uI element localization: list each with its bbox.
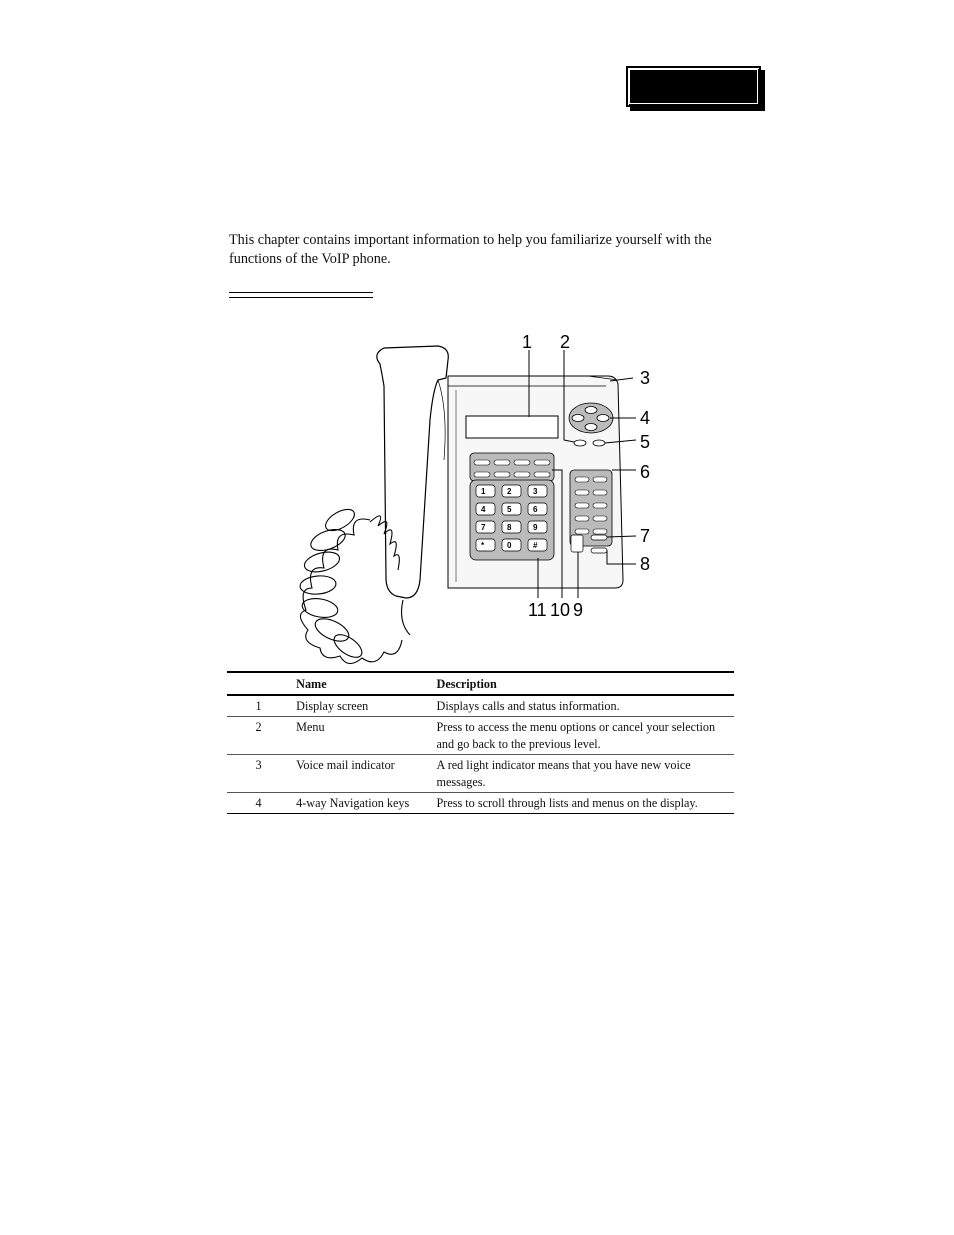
parts-table <box>227 671 734 814</box>
row-description: Displays calls and status information. <box>437 695 734 717</box>
row-name: 4-way Navigation keys <box>296 793 436 814</box>
callout-9: 9 <box>573 600 584 620</box>
row-number: 2 <box>227 717 296 755</box>
callout-5: 5 <box>640 432 651 452</box>
header-number <box>227 672 296 695</box>
header-name: Name <box>296 672 436 695</box>
key-7: 7 <box>481 523 486 532</box>
phone-diagram <box>288 330 668 670</box>
row-number: 4 <box>227 793 296 814</box>
callout-3: 3 <box>640 368 651 388</box>
callout-11: 11 <box>528 600 547 620</box>
row-number: 1 <box>227 695 296 717</box>
row-number: 3 <box>227 755 296 793</box>
key-star: * <box>481 541 485 550</box>
key-1: 1 <box>481 487 486 496</box>
callout-2: 2 <box>560 332 571 352</box>
row-name: Menu <box>296 717 436 755</box>
key-9: 9 <box>533 523 538 532</box>
callout-4: 4 <box>640 408 651 428</box>
table-row <box>227 793 734 814</box>
table-row <box>227 755 734 793</box>
callout-6: 6 <box>640 462 651 482</box>
row-name: Voice mail indicator <box>296 755 436 793</box>
table-header-row <box>227 672 734 695</box>
chapter-tab-block <box>626 66 761 107</box>
key-0: 0 <box>507 541 512 550</box>
callout-8: 8 <box>640 554 651 574</box>
callout-1: 1 <box>522 332 533 352</box>
header-description: Description <box>437 672 734 695</box>
handset <box>377 346 448 598</box>
volume-key <box>571 535 583 552</box>
section-heading-rule <box>229 292 373 298</box>
key-8: 8 <box>507 523 512 532</box>
callout-10: 10 <box>550 600 571 620</box>
callout-7: 7 <box>640 526 651 546</box>
row-description: Press to scroll through lists and menus on the display. <box>437 793 734 814</box>
voice-mail-key <box>591 535 607 540</box>
row-name: Display screen <box>296 695 436 717</box>
navigation-cluster <box>569 403 613 433</box>
intro-paragraph: This chapter contains important information to help you familiarize yourself with the functions of the VoIP phone. <box>229 232 712 267</box>
key-6: 6 <box>533 505 538 514</box>
table-row <box>227 695 734 717</box>
key-2: 2 <box>507 487 512 496</box>
table-row <box>227 717 734 755</box>
display-screen <box>466 416 558 438</box>
speaker-key <box>591 548 607 553</box>
key-3: 3 <box>533 487 538 496</box>
key-4: 4 <box>481 505 486 514</box>
key-5: 5 <box>507 505 512 514</box>
row-description: Press to access the menu options or cancel your selection and go back to the previous level. <box>437 717 734 755</box>
row-description: A red light indicator means that you have new voice messages. <box>437 755 734 793</box>
key-hash: # <box>533 541 538 550</box>
